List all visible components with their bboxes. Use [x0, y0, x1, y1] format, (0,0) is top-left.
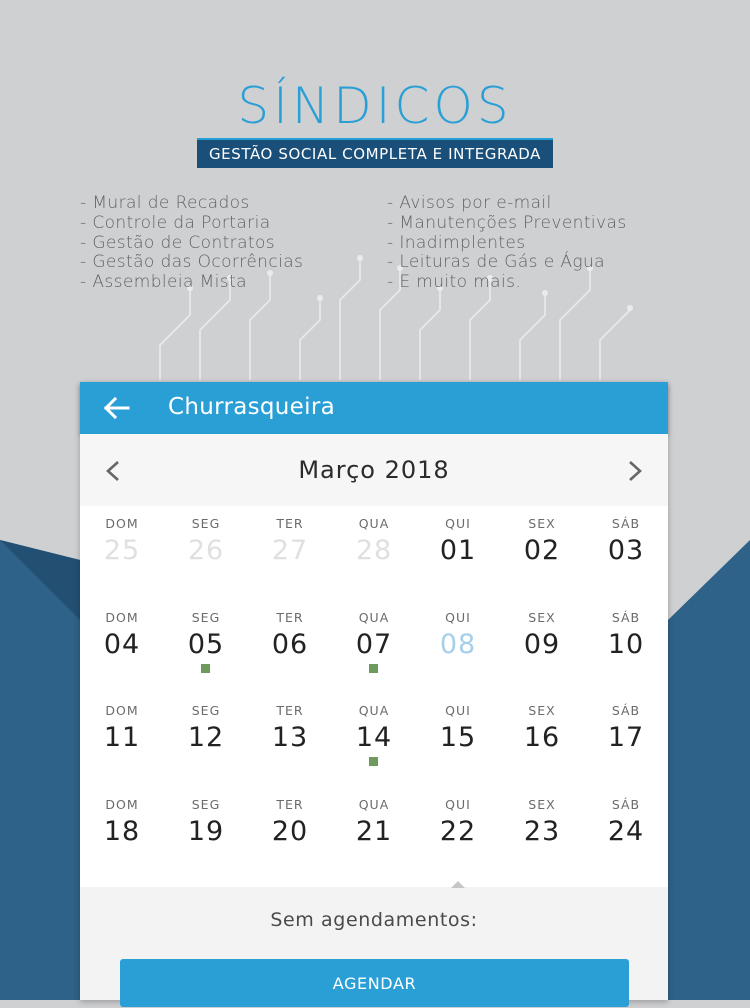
next-month-button[interactable]	[620, 456, 650, 486]
calendar-day[interactable]	[500, 602, 584, 696]
weekday-label: SEX	[528, 516, 556, 531]
weekday-label: SEX	[528, 796, 556, 812]
day-number: 18	[103, 815, 141, 847]
day-number: 26	[187, 535, 225, 566]
brand-title: SÍNDICOS	[237, 77, 513, 135]
day-number: 02	[523, 535, 561, 566]
weekday-label: SEG	[191, 796, 221, 812]
day-number: 06	[271, 628, 309, 660]
weekday-label: QUI	[445, 609, 471, 625]
calendar-day[interactable]	[248, 508, 332, 602]
weekday-label: DOM	[105, 703, 139, 718]
feature-list-right	[387, 194, 627, 293]
day-number: 13	[271, 722, 309, 753]
arrow-left-icon	[102, 396, 130, 420]
weekday-label: QUI	[445, 516, 471, 531]
calendar-day[interactable]	[80, 789, 164, 883]
weekday-label: TER	[276, 516, 304, 531]
weekday-label: QUA	[358, 516, 390, 531]
day-number: 11	[103, 722, 141, 753]
weekday-label: DOM	[105, 796, 139, 812]
feature-list-left	[80, 194, 303, 293]
feature-item: - Avisos por e-mail	[387, 193, 552, 213]
feature-item: - Leituras de Gás e Água	[387, 252, 605, 273]
calendar-day[interactable]	[332, 789, 416, 883]
month-navigation	[80, 434, 668, 506]
weekday-label: SÁB	[611, 516, 641, 531]
day-number: 25	[103, 535, 141, 566]
weekday-label: SEX	[528, 703, 556, 718]
day-number: 04	[103, 628, 141, 660]
calendar-day[interactable]	[500, 695, 584, 789]
calendar-day[interactable]	[164, 602, 248, 696]
calendar-week	[80, 789, 668, 883]
day-number: 03	[607, 535, 645, 566]
day-number: 20	[271, 815, 309, 847]
agenda-panel	[80, 887, 668, 1000]
day-number: 12	[187, 722, 225, 753]
feature-item: - Controle da Portaria	[80, 212, 271, 233]
event-indicator	[369, 757, 378, 766]
calendar-day[interactable]	[248, 695, 332, 789]
calendar-day[interactable]	[80, 695, 164, 789]
day-number: 08	[439, 628, 477, 660]
calendar-day[interactable]	[416, 789, 500, 883]
weekday-label: SÁB	[611, 796, 641, 812]
calendar-week	[80, 508, 668, 602]
calendar-day[interactable]	[332, 695, 416, 789]
calendar-grid	[80, 506, 668, 882]
weekday-label: QUA	[358, 703, 390, 718]
weekday-label: QUI	[445, 796, 471, 812]
weekday-label: SEX	[528, 609, 556, 625]
day-number: 23	[523, 815, 561, 847]
event-indicator	[201, 664, 210, 673]
calendar-day[interactable]	[416, 695, 500, 789]
calendar-week	[80, 695, 668, 789]
day-number: 16	[523, 722, 561, 753]
weekday-label: DOM	[105, 516, 139, 531]
feature-item: - Mural de Recados	[80, 193, 250, 213]
day-number: 19	[187, 815, 225, 847]
brand-subtitle: GESTÃO SOCIAL COMPLETA E INTEGRADA	[197, 138, 553, 168]
phone-screen	[80, 382, 668, 1000]
weekday-label: SEG	[191, 609, 221, 625]
weekday-label: SÁB	[611, 609, 641, 625]
calendar-day[interactable]	[248, 602, 332, 696]
brand-header	[0, 78, 750, 168]
calendar-day[interactable]	[80, 602, 164, 696]
day-number: 15	[439, 722, 477, 753]
day-number: 24	[607, 815, 645, 847]
event-indicator	[369, 664, 378, 673]
day-number: 27	[271, 535, 309, 566]
day-number: 22	[439, 815, 477, 847]
calendar-day[interactable]	[248, 789, 332, 883]
screen-title: Churrasqueira	[168, 394, 335, 420]
weekday-label: QUI	[445, 703, 471, 718]
weekday-label: TER	[276, 609, 304, 625]
calendar-day[interactable]	[164, 695, 248, 789]
weekday-label: QUA	[358, 609, 390, 625]
calendar-day[interactable]	[584, 789, 668, 883]
day-number: 07	[355, 628, 393, 660]
calendar-day[interactable]	[80, 508, 164, 602]
calendar-day[interactable]	[416, 602, 500, 696]
app-bar	[80, 382, 668, 434]
schedule-button[interactable]: AGENDAR	[120, 959, 629, 1007]
feature-item: - Manutenções Preventivas	[387, 212, 627, 233]
calendar-day[interactable]	[584, 602, 668, 696]
calendar-day[interactable]	[500, 508, 584, 602]
calendar-day[interactable]	[164, 789, 248, 883]
day-number: 14	[355, 722, 393, 753]
feature-item: - Gestão das Ocorrências	[80, 252, 304, 273]
day-number: 17	[607, 722, 645, 753]
feature-item: - Gestão de Contratos	[80, 232, 276, 253]
weekday-label: SEG	[191, 516, 221, 531]
chevron-right-icon	[625, 459, 645, 483]
calendar-day[interactable]	[164, 508, 248, 602]
no-appointments-label: Sem agendamentos:	[270, 909, 478, 931]
day-number: 21	[355, 815, 393, 847]
weekday-label: QUA	[358, 796, 390, 812]
day-number: 05	[187, 628, 225, 660]
feature-item: - E muito mais.	[387, 272, 522, 293]
day-number: 10	[607, 628, 645, 660]
calendar-day[interactable]	[584, 508, 668, 602]
weekday-label: DOM	[105, 609, 139, 625]
weekday-label: SEG	[191, 703, 221, 718]
day-number: 28	[355, 535, 393, 566]
calendar-day[interactable]	[332, 602, 416, 696]
calendar-day[interactable]	[584, 695, 668, 789]
month-label: Março 2018	[298, 456, 450, 484]
back-button[interactable]	[100, 394, 132, 422]
weekday-label: SÁB	[611, 703, 641, 718]
weekday-label: TER	[276, 703, 304, 718]
day-number: 01	[439, 535, 477, 566]
feature-item: - Assembleia Mista	[80, 272, 247, 293]
weekday-label: TER	[276, 796, 304, 812]
day-number: 09	[523, 628, 561, 660]
feature-item: - Inadimplentes	[387, 232, 526, 253]
calendar-day[interactable]	[500, 789, 584, 883]
calendar-week	[80, 602, 668, 696]
selection-caret	[451, 881, 465, 888]
calendar-day[interactable]	[416, 508, 500, 602]
calendar-day[interactable]	[332, 508, 416, 602]
